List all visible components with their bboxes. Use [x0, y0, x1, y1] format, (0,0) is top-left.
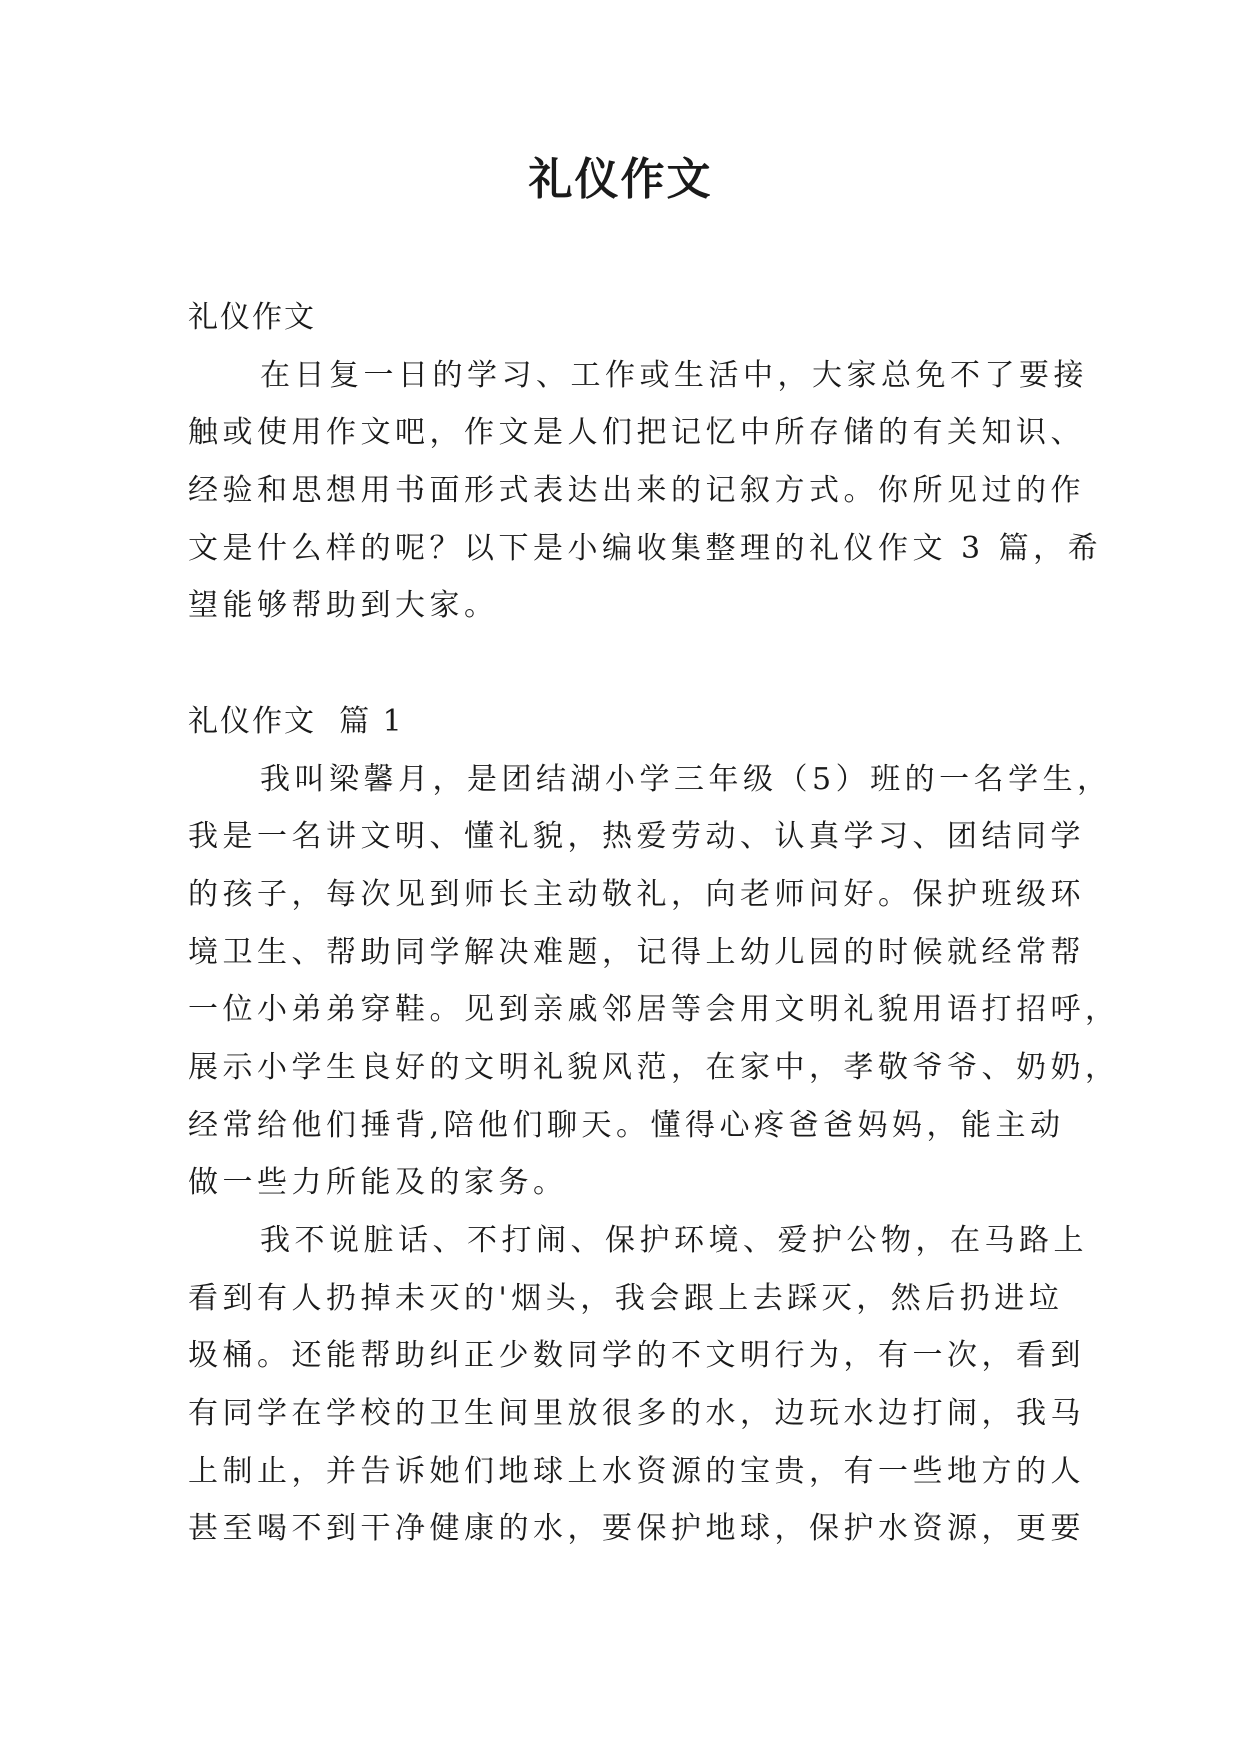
- paragraph-line: 望能够帮助到大家。: [188, 588, 499, 624]
- intro-paragraph: [188, 347, 1103, 635]
- section1-paragraph-2: [188, 1212, 1088, 1558]
- paragraph-line: 境卫生、帮助同学解决难题，记得上幼儿园的时候就经常帮: [188, 934, 1085, 970]
- paragraph-line: 我不说脏话、不打闹、保护环境、爱护公物，在马路上: [260, 1223, 1088, 1258]
- paragraph-line: 经验和思想用书面形式表达出来的记叙方式。你所见过的作: [188, 473, 1085, 509]
- paragraph-line: 经常给他们捶背,陪他们聊天。懂得心疼爸爸妈妈，能主动: [188, 1107, 1065, 1143]
- paragraph-line: 的孩子，每次见到师长主动敬礼，向老师问好。保护班级环: [188, 876, 1085, 912]
- paragraph-line: 一位小弟弟穿鞋。见到亲戚邻居等会用文明礼貌用语打招呼，: [188, 992, 1120, 1028]
- paragraph-line: 看到有人扔掉未灭的'烟头，我会跟上去踩灭，然后扔进垃: [188, 1280, 1064, 1316]
- paragraph-line: 有同学在学校的卫生间里放很多的水，边玩水边打闹，我马: [188, 1396, 1085, 1432]
- section-heading: 礼仪作文 篇 1: [188, 703, 404, 739]
- paragraph-line: 甚至喝不到干净健康的水，要保护地球，保护水资源，更要: [188, 1511, 1085, 1547]
- paragraph-line: 圾桶。还能帮助纠正少数同学的不文明行为，有一次，看到: [188, 1338, 1085, 1374]
- section-spacer: [188, 635, 1058, 693]
- page-title: 礼仪作文: [528, 154, 713, 205]
- section1-paragraph-1: [188, 751, 1120, 1213]
- paragraph-line: 触或使用作文吧，作文是人们把记忆中所存储的有关知识、: [188, 415, 1085, 451]
- paragraph-line: 我是一名讲文明、懂礼貌，热爱劳动、认真学习、团结同学: [188, 819, 1085, 855]
- paragraph-line: 展示小学生良好的文明礼貌风范，在家中，孝敬爷爷、奶奶，: [188, 1049, 1120, 1085]
- paragraph-line: 在日复一日的学习、工作或生活中，大家总免不了要接: [260, 357, 1088, 393]
- paragraph-line: 文是什么样的呢？以下是小编收集整理的礼仪作文 3 篇，希: [188, 530, 1103, 566]
- paragraph-line: 上制止，并告诉她们地球上水资源的宝贵，有一些地方的人: [188, 1453, 1085, 1489]
- intro-heading: 礼仪作文: [188, 300, 316, 335]
- document-body: [188, 289, 1120, 1558]
- paragraph-line: 做一些力所能及的家务。: [188, 1165, 568, 1201]
- paragraph-line: 我叫梁馨月，是团结湖小学三年级（5）班的一名学生，: [260, 761, 1112, 797]
